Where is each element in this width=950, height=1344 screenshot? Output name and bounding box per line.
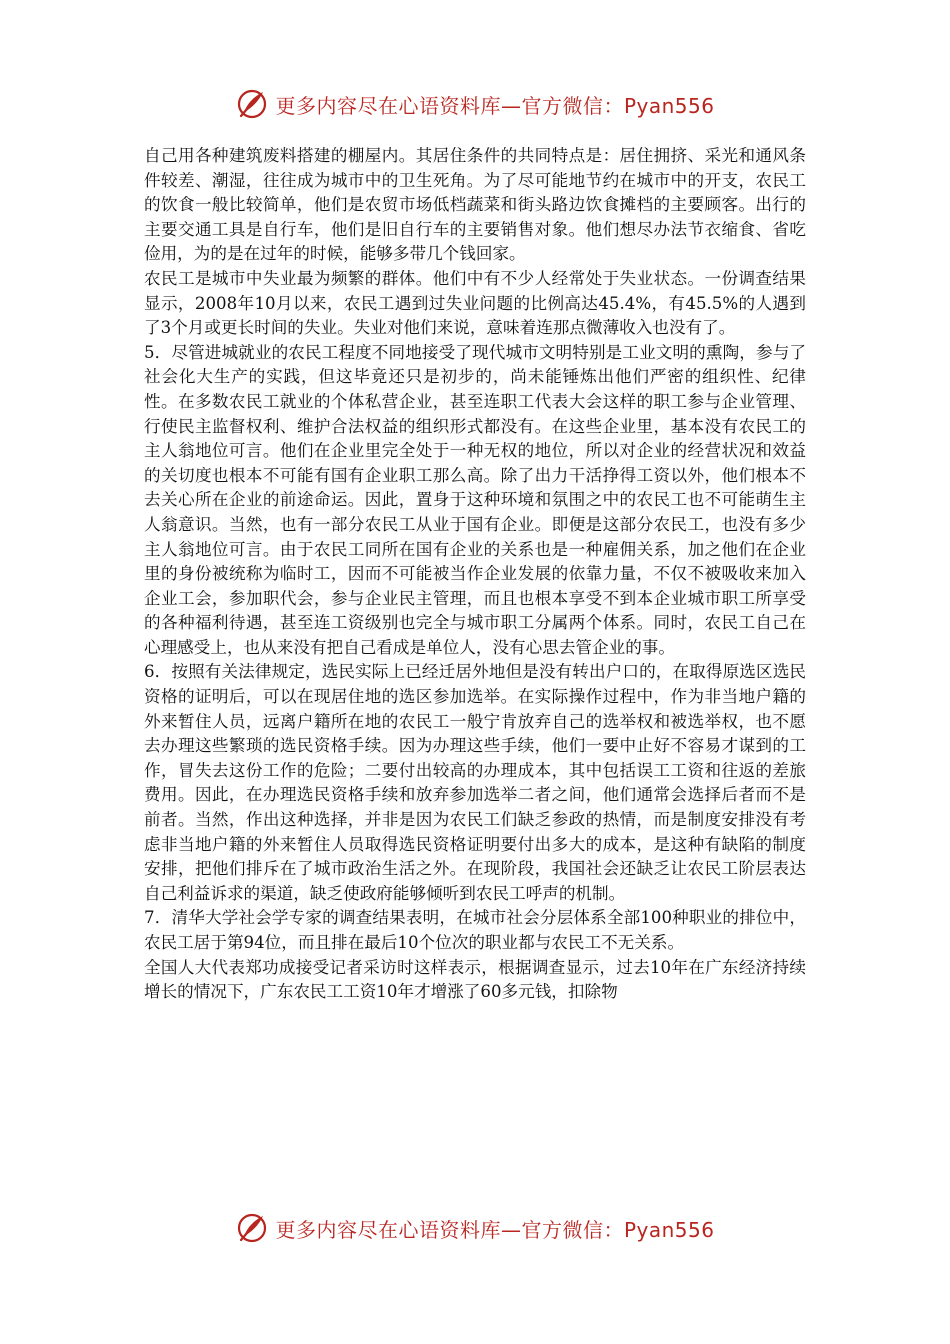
feather-pen-logo-icon [235,87,269,121]
paragraph: 自己用各种建筑废料搭建的棚屋内。其居住条件的共同特点是：居住拥挤、采光和通风条件较差、潮湿，往往成为城市中的卫生死角。为了尽可能地节约在城市中的开支，农民工的饮食一般比较简单，他们是农贸市场低档蔬菜和街头路边饮食摊档的主要顾客。出行的主要交通工具是自行车，他们是旧自行车的主要销售对象。他们想尽办法节衣缩食、省吃俭用，为的是在过年的时候，能够多带几个钱回家。 [144,146,806,264]
paragraph: 全国人大代表郑功成接受记者采访时这样表示，根据调查显示，过去10年在广东经济持续增长的情况下，广东农民工工资10年才增涨了60多元钱，扣除物 [144,957,806,1002]
paragraph: 5．尽管进城就业的农民工程度不同地接受了现代城市文明特别是工业文明的熏陶，参与了社会化大生产的实践，但这毕竟还只是初步的，尚未能锤炼出他们严密的组织性、纪律性。在多数农民工就业的个体私营企业，甚至连职工代表大会这样的职工参与企业管理、行使民主监督权利、维护合法权益的组织形式都没有。在这些企业里，基本没有农民工的主人翁地位可言。他们在企业里完全处于一种无权的地位，所以对企业的经营状况和效益的关切度也根本不可能有国有企业职工那么高。除了出力干活挣得工资以外，他们根本不去关心所在企业的前途命运。因此，置身于这种环境和氛围之中的农民工也不可能萌生主人翁意识。当然，也有一部分农民工从业于国有企业。即便是这部分农民工，也没有多少主人翁地位可言。由于农民工同所在国有企业的关系也是一种雇佣关系，加之他们在企业里的身份被统称为临时工，因而不可能被当作企业发展的依靠力量，不仅不被吸收来加入企业工会，参加职代会，参与企业民主管理，而且也根本享受不到本企业城市职工所享受的各种福利待遇，甚至连工资级别也完全与城市职工分属两个体系。同时，农民工自己在心理感受上，也从来没有把自己看成是单位人，没有心思去管企业的事。 [144,342,806,657]
footer-banner [0,1208,950,1248]
paragraph: 7．清华大学社会学专家的调查结果表明，在城市社会分层体系全部100种职业的排位中，农民工居于第94位，而且排在最后10个位次的职业都与农民工不无关系。 [144,908,806,952]
header-banner [0,84,950,124]
paragraph: 6．按照有关法律规定，选民实际上已经迁居外地但是没有转出户口的，在取得原选区选民资格的证明后，可以在现居住地的选区参加选举。在实际操作过程中，作为非当地户籍的外来暂住人员，远离户籍所在地的农民工一般宁肯放弃自己的选举权和被选举权，也不愿去办理这些繁琐的选民资格手续。因为办理这些手续，他们一要中止好不容易才谋到的工作，冒失去这份工作的危险；二要付出较高的办理成本，其中包括误工工资和往返的差旅费用。因此，在办理选民资格手续和放弃参加选举二者之间，他们通常会选择后者而不是前者。当然，作出这种选择，并非是因为农民工们缺乏参政的热情，而是制度安排没有考虑非当地户籍的外来暂住人员取得选民资格证明要付出多大的成本，是这种有缺陷的制度安排，把他们排斥在了城市政治生活之外。在现阶段，我国社会还缺乏让农民工阶层表达自己利益诉求的渠道，缺乏使政府能够倾听到农民工呼声的机制。 [144,662,806,903]
footer-banner-text: 更多内容尽在心语资料库—官方微信：Pyan556 [275,1217,715,1242]
document-body [144,144,806,1005]
feather-pen-logo-icon [235,1211,269,1245]
paragraph: 农民工是城市中失业最为频繁的群体。他们中有不少人经常处于失业状态。一份调查结果显示，2008年10月以来，农民工遇到过失业问题的比例高达45.4%，有45.5%的人遇到了3个月或更长时间的失业。失业对他们来说，意味着连那点微薄收入也没有了。 [144,268,806,338]
header-banner-text: 更多内容尽在心语资料库—官方微信：Pyan556 [275,93,715,118]
